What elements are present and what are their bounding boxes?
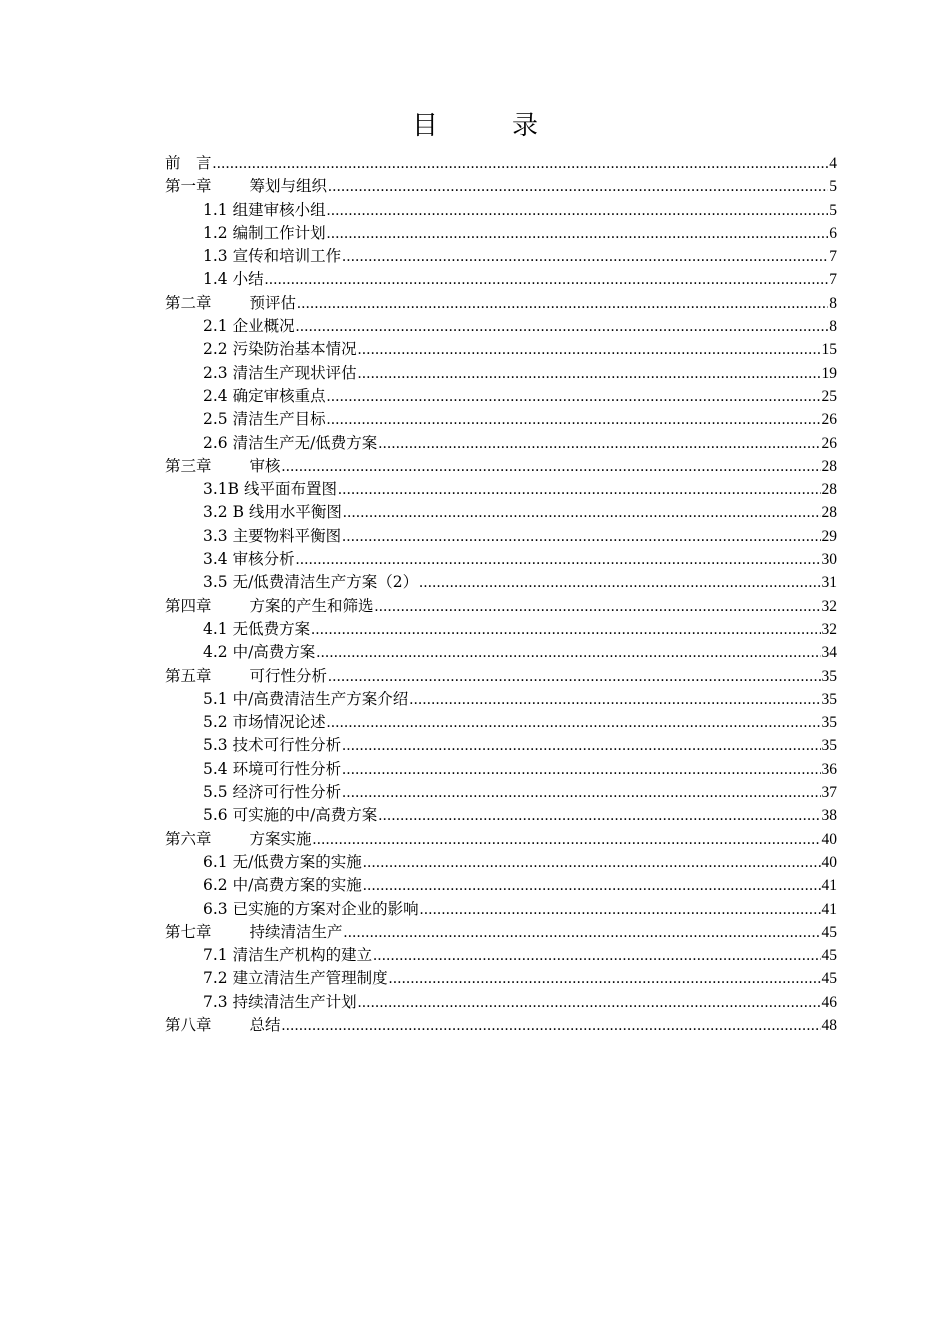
page-number: 32 <box>821 620 837 638</box>
toc-chapter-entry[interactable] <box>165 175 837 198</box>
toc-section-entry[interactable] <box>165 338 837 361</box>
page-number: 6 <box>829 224 837 242</box>
section-title: 4.2 中/高费方案 <box>203 643 316 662</box>
dot-leader <box>342 734 820 757</box>
section-title: 2.1 企业概况 <box>203 317 295 336</box>
dot-leader <box>378 804 820 827</box>
dot-leader <box>373 944 820 967</box>
page-number: 8 <box>829 294 837 312</box>
toc-section-entry[interactable] <box>165 199 837 222</box>
section-title: 1.2 编制工作计划 <box>203 223 326 242</box>
toc-section-entry[interactable] <box>165 385 837 408</box>
chapter-title: 方案的产生和筛选 <box>249 596 374 615</box>
page-number: 40 <box>821 830 837 848</box>
dot-leader <box>358 991 821 1014</box>
table-of-contents <box>165 152 837 1037</box>
toc-section-entry[interactable] <box>165 851 837 874</box>
section-title: 2.6 清洁生产无/低费方案 <box>203 433 378 452</box>
toc-section-entry[interactable] <box>165 898 837 921</box>
chapter-number: 第五章 <box>165 666 212 685</box>
dot-leader <box>311 618 820 641</box>
page-number: 5 <box>829 201 837 219</box>
toc-entry-text <box>165 152 212 175</box>
dot-leader <box>296 315 829 338</box>
toc-entry-text <box>203 408 326 431</box>
chapter-number: 第七章 <box>165 922 212 941</box>
toc-entry-text <box>203 478 337 501</box>
dot-leader <box>342 781 820 804</box>
toc-entry-text <box>203 199 326 222</box>
toc-section-entry[interactable] <box>165 641 837 664</box>
dot-leader <box>316 641 820 664</box>
chapter-title: 筹划与组织 <box>249 177 328 196</box>
section-title: 5.6 可实施的中/高费方案 <box>203 806 378 825</box>
section-title: 6.3 已实施的方案对企业的影响 <box>203 899 419 918</box>
toc-entry-text <box>203 268 264 291</box>
toc-entry-text <box>165 828 312 851</box>
section-title: 7.3 持续清洁生产计划 <box>203 992 357 1011</box>
toc-entry-text <box>203 711 326 734</box>
dot-leader <box>282 1014 821 1037</box>
section-title: 6.1 无/低费方案的实施 <box>203 852 362 871</box>
toc-chapter-entry[interactable] <box>165 921 837 944</box>
dot-leader <box>419 571 820 594</box>
toc-section-entry[interactable] <box>165 734 837 757</box>
section-title: 6.2 中/高费方案的实施 <box>203 876 362 895</box>
dot-leader <box>328 665 820 688</box>
page-number: 38 <box>821 807 837 825</box>
dot-leader <box>213 152 829 175</box>
page-number: 34 <box>821 644 837 662</box>
dot-leader <box>375 595 821 618</box>
chapter-number: 第六章 <box>165 829 212 848</box>
page-number: 45 <box>821 947 837 965</box>
page-number: 4 <box>829 155 837 172</box>
toc-section-entry[interactable] <box>165 478 837 501</box>
dot-leader <box>389 967 821 990</box>
section-title: 5.1 中/高费清洁生产方案介绍 <box>203 689 409 708</box>
toc-chapter-entry[interactable] <box>165 292 837 315</box>
page-number: 19 <box>821 364 837 382</box>
dot-leader <box>378 432 820 455</box>
toc-entry-text <box>165 665 327 688</box>
page-number: 31 <box>821 574 837 592</box>
toc-entry-text <box>203 548 295 571</box>
toc-section-entry[interactable] <box>165 315 837 338</box>
dot-leader <box>344 921 821 944</box>
section-title: 4.1 无低费方案 <box>203 619 311 638</box>
toc-section-entry[interactable] <box>165 362 837 385</box>
toc-entry-text <box>203 734 341 757</box>
page-number: 25 <box>821 387 837 405</box>
chapter-title: 审核 <box>249 456 281 475</box>
page-number: 8 <box>829 318 837 336</box>
toc-entry-text <box>165 455 281 478</box>
toc-entry-text <box>203 851 362 874</box>
toc-entry-text <box>203 525 341 548</box>
dot-leader <box>313 828 821 851</box>
toc-entry-text <box>165 921 343 944</box>
section-title: 3.5 无/低费清洁生产方案（2） <box>203 573 419 592</box>
toc-entry-text <box>203 991 357 1014</box>
section-title: 3.4 审核分析 <box>203 550 295 569</box>
dot-leader <box>363 851 821 874</box>
section-title: 1.1 组建审核小组 <box>203 200 326 219</box>
section-title: 2.4 确定审核重点 <box>203 386 326 405</box>
toc-entry-text <box>203 967 388 990</box>
toc-entry-text <box>203 571 418 594</box>
page-number: 28 <box>821 504 837 522</box>
toc-section-entry[interactable] <box>165 548 837 571</box>
toc-entry-text <box>203 338 357 361</box>
toc-section-entry[interactable] <box>165 967 837 990</box>
toc-entry-text <box>203 781 341 804</box>
dot-leader <box>363 874 821 897</box>
dot-leader <box>327 199 829 222</box>
toc-section-entry[interactable] <box>165 501 837 524</box>
page-number: 40 <box>821 853 837 871</box>
page-number: 28 <box>821 481 837 499</box>
toc-chapter-entry[interactable] <box>165 828 837 851</box>
dot-leader <box>338 478 821 501</box>
page-number: 46 <box>821 993 837 1011</box>
page-number: 26 <box>821 434 837 452</box>
dot-leader <box>342 758 820 781</box>
chapter-title: 方案实施 <box>249 829 312 848</box>
toc-chapter-entry[interactable] <box>165 152 837 175</box>
toc-entry-text <box>165 595 374 618</box>
dot-leader <box>282 455 821 478</box>
page-number: 45 <box>821 923 837 941</box>
toc-entry-text <box>203 501 342 524</box>
toc-entry-text <box>203 758 341 781</box>
section-title: 1.4 小结 <box>203 270 264 289</box>
toc-entry-text <box>165 292 296 315</box>
dot-leader <box>297 292 828 315</box>
dot-leader <box>343 501 821 524</box>
toc-entry-text <box>203 804 377 827</box>
section-title: 3.3 主要物料平衡图 <box>203 526 342 545</box>
page-number: 32 <box>821 597 837 615</box>
chapter-title: 持续清洁生产 <box>249 922 343 941</box>
dot-leader <box>328 175 828 198</box>
chapter-title: 总结 <box>249 1015 281 1034</box>
section-title: 5.5 经济可行性分析 <box>203 783 342 802</box>
toc-entry-text <box>203 385 326 408</box>
toc-section-entry[interactable] <box>165 618 837 641</box>
dot-leader <box>420 898 821 921</box>
toc-entry-text <box>165 175 327 198</box>
chapter-number: 第三章 <box>165 456 212 475</box>
toc-entry-text <box>203 898 419 921</box>
toc-section-entry[interactable] <box>165 525 837 548</box>
toc-section-entry[interactable] <box>165 688 837 711</box>
page-number: 15 <box>821 341 837 359</box>
toc-section-entry[interactable] <box>165 944 837 967</box>
section-title: 3.2 B 线用水平衡图 <box>203 503 342 522</box>
toc-chapter-entry[interactable] <box>165 1014 837 1037</box>
page-number: 35 <box>821 690 837 708</box>
toc-entry-text <box>203 944 372 967</box>
section-title: 3.1B 线平面布置图 <box>203 480 337 499</box>
toc-entry-text <box>203 362 357 385</box>
toc-entry-text <box>203 641 315 664</box>
section-title: 5.2 市场情况论述 <box>203 713 326 732</box>
toc-entry-text <box>203 688 408 711</box>
toc-entry-text <box>203 874 362 897</box>
dot-leader <box>342 245 828 268</box>
dot-leader <box>409 688 820 711</box>
toc-entry-text <box>203 432 377 455</box>
dot-leader <box>358 338 821 361</box>
page-number: 45 <box>821 970 837 988</box>
toc-entry-text <box>203 315 295 338</box>
page-number: 30 <box>821 551 837 569</box>
section-title: 2.3 清洁生产现状评估 <box>203 363 357 382</box>
chapter-number: 第一章 <box>165 177 212 196</box>
page-number: 35 <box>821 714 837 732</box>
page-number: 28 <box>821 457 837 475</box>
toc-section-entry[interactable] <box>165 781 837 804</box>
section-title: 5.4 环境可行性分析 <box>203 759 342 778</box>
toc-entry-text <box>203 222 326 245</box>
dot-leader <box>342 525 820 548</box>
section-title: 7.1 清洁生产机构的建立 <box>203 946 373 965</box>
toc-section-entry[interactable] <box>165 874 837 897</box>
toc-entry-text <box>165 1014 281 1037</box>
section-title: 5.3 技术可行性分析 <box>203 736 342 755</box>
toc-title: 目 录 <box>411 111 562 141</box>
dot-leader <box>327 385 821 408</box>
dot-leader <box>327 408 821 431</box>
chapter-number: 第四章 <box>165 596 212 615</box>
page-number: 35 <box>821 667 837 685</box>
page-number: 26 <box>821 411 837 429</box>
chapter-number: 前 言 <box>165 154 212 172</box>
toc-section-entry[interactable] <box>165 711 837 734</box>
toc-chapter-entry[interactable] <box>165 665 837 688</box>
toc-chapter-entry[interactable] <box>165 595 837 618</box>
page-number: 5 <box>829 178 837 196</box>
page-number: 41 <box>821 877 837 895</box>
toc-chapter-entry[interactable] <box>165 455 837 478</box>
dot-leader <box>327 711 821 734</box>
toc-section-entry[interactable] <box>165 432 837 455</box>
chapter-title: 可行性分析 <box>249 666 328 685</box>
page-number: 7 <box>829 271 837 289</box>
page-number: 35 <box>821 737 837 755</box>
toc-section-entry[interactable] <box>165 222 837 245</box>
toc-section-entry[interactable] <box>165 758 837 781</box>
toc-entry-text <box>203 245 341 268</box>
toc-section-entry[interactable] <box>165 245 837 268</box>
toc-section-entry[interactable] <box>165 408 837 431</box>
toc-section-entry[interactable] <box>165 571 837 594</box>
chapter-number: 第八章 <box>165 1015 212 1034</box>
toc-section-entry[interactable] <box>165 268 837 291</box>
page-number: 48 <box>821 1016 837 1034</box>
page-number: 37 <box>821 784 837 802</box>
page-number: 41 <box>821 900 837 918</box>
dot-leader <box>327 222 829 245</box>
toc-entry-text <box>203 618 310 641</box>
section-title: 7.2 建立清洁生产管理制度 <box>203 969 388 988</box>
section-title: 2.5 清洁生产目标 <box>203 410 326 429</box>
dot-leader <box>358 362 821 385</box>
toc-section-entry[interactable] <box>165 804 837 827</box>
dot-leader <box>296 548 821 571</box>
page-number: 7 <box>829 248 837 266</box>
section-title: 2.2 污染防治基本情况 <box>203 340 357 359</box>
page-number: 29 <box>821 527 837 545</box>
chapter-number: 第二章 <box>165 293 212 312</box>
toc-section-entry[interactable] <box>165 991 837 1014</box>
page-number: 36 <box>821 760 837 778</box>
chapter-title: 预评估 <box>249 293 297 312</box>
dot-leader <box>265 268 829 291</box>
section-title: 1.3 宣传和培训工作 <box>203 247 342 266</box>
